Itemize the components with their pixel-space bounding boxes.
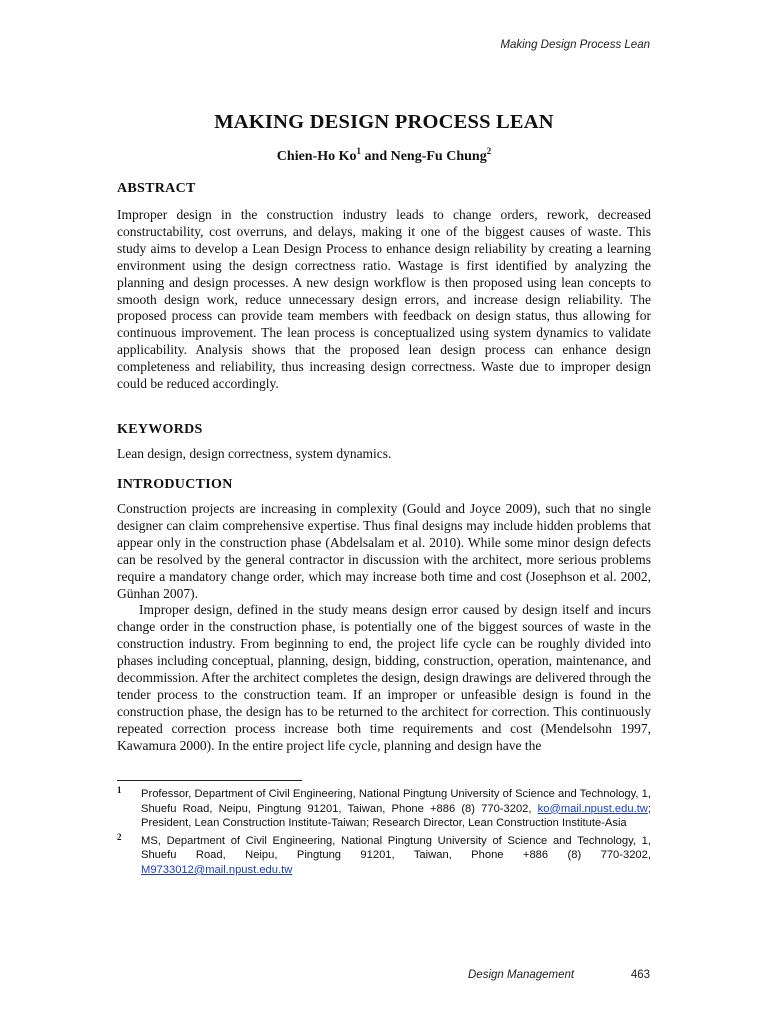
- footnotes: [117, 787, 651, 881]
- footnote-2-email-link[interactable]: M9733012@mail.npust.edu.tw: [141, 863, 293, 876]
- abstract-paragraph: Improper design in the construction industry leads to change orders, rework, decreased constructability, cost overruns, and delays, making it one of the biggest causes of waste. This study aims to develop a Lean Design Process to enhance design reliability by creating a learning environment using the design correctness ratio. Wastage is first identified by analyzing the planning and design processes. A new design workflow is then proposed using lean concepts to smooth design work, reduce unnecessary design errors, and increase design reliability. The proposed process can provide team members with feedback on design status, thus allowing for continuous improvement. The lean process is conceptualized using system dynamics to validate applicability. Analysis shows that the proposed lean design process can enhance design completeness and reliability, thus increasing design correctness. Waste due to improper design could be reduced accordingly.: [117, 207, 651, 392]
- footnote-1-email-link[interactable]: ko@mail.npust.edu.tw: [537, 802, 648, 815]
- author-line: [0, 146, 768, 165]
- footnote-1: [117, 787, 651, 831]
- footnote-mark-1: 1: [117, 785, 122, 795]
- abstract-heading: ABSTRACT: [117, 181, 196, 196]
- footnote-2-text: MS, Department of Civil Engineering, National Pingtung University of Science and Technology, 1, Shuefu Road, Neipu, Pingtung 91201, Taiwan, Phone +886 (8) 770-3202,: [141, 834, 651, 862]
- keywords-text: Lean design, design correctness, system dynamics.: [117, 446, 392, 461]
- keywords-body: [117, 446, 651, 463]
- footnote-2: [117, 831, 651, 878]
- abstract-body: [117, 207, 651, 393]
- author-name-1: Chien-Ho Ko: [276, 149, 357, 164]
- running-header: Making Design Process Lean: [500, 39, 650, 51]
- running-footer: Design Management: [468, 969, 575, 981]
- footnote-mark-2: 2: [117, 831, 122, 842]
- introduction-paragraph-1: Construction projects are increasing in complexity (Gould and Joyce 2009), such that no single designer can claim comprehensive expertise. Thus final designs may include hidden problems that appear only in the construction phase (Abdelsalam et al. 2010). While some minor design defects can be resolved by the general contractor in discussion with the architect, more serious problems require a mandatory change order, which may increase both time and cost (Josephson et al. 2002, Günhan 2007).: [117, 501, 651, 601]
- footnote-divider: [117, 780, 302, 781]
- introduction-heading: INTRODUCTION: [117, 477, 233, 492]
- keywords-heading: KEYWORDS: [117, 422, 203, 437]
- author-separator: and: [361, 149, 391, 164]
- footnote-1-text: Professor, Department of Civil Engineering, National Pingtung University of Science and Technology, 1, Shuefu Road, Neipu, Pingtung 91201, Taiwan, Phone +886 (8) 770-3202,: [141, 788, 651, 815]
- introduction-paragraph-2: Improper design, defined in the study means design error caused by design itself and incurs change order in the construction phase, is potentially one of the biggest sources of waste in the construction industry. From beginning to end, the project life cycle can be roughly divided into phases including conceptual, planning, design, bidding, construction, operation, maintenance, and decommission. After the architect completes the design, design drawings are delivered through the tender process to the construction team. If an improper or unfeasible design is found in the construction phase, the design has to be returned to the architect for correction. This continuously repeated correction process increase both time requirements and cost (Mendelsohn 1997, Kawamura 2000). In the entire project life cycle, planning and design have the: [117, 602, 651, 753]
- footnote-1-text-after: ; President, Lean Construction Institute-Taiwan; Research Director, Lean Construction Institute-Asia: [141, 802, 651, 830]
- introduction-body: [117, 501, 651, 755]
- author-mark-1: 1: [356, 146, 362, 156]
- author-mark-2: 2: [486, 146, 492, 156]
- author-name-2: Neng-Fu Chung: [390, 149, 487, 164]
- page-number: 463: [630, 969, 650, 981]
- paper-title: MAKING DESIGN PROCESS LEAN: [214, 111, 554, 133]
